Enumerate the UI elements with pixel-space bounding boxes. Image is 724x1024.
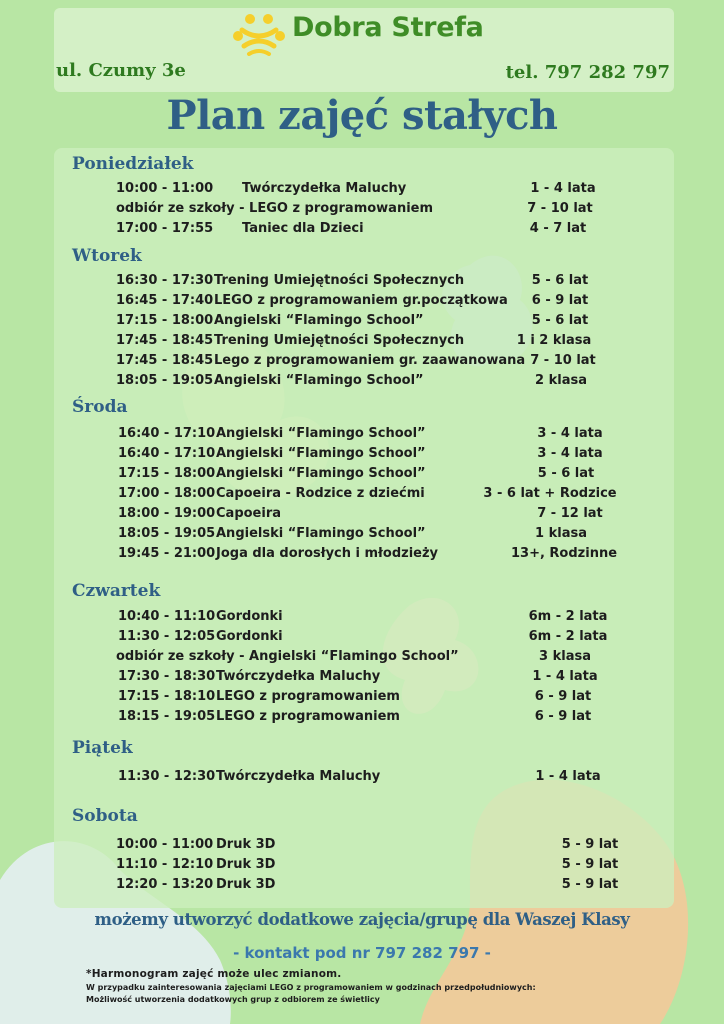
row-age: 1 - 4 lata (532, 669, 598, 684)
row-activity: Gordonki (216, 609, 283, 624)
row-age: 1 klasa (535, 526, 587, 541)
row-time: 17:00 - 18:00 (118, 486, 216, 501)
row-age: 5 - 9 lat (561, 877, 619, 892)
row-time: 10:00 - 11:00 (116, 837, 214, 852)
row-time: 16:40 - 17:10 (118, 446, 216, 461)
row-activity: Angielski “Flamingo School” (214, 313, 424, 328)
day-title-thursday: Czwartek (72, 581, 161, 601)
row-age: 1 - 4 lata (530, 181, 596, 196)
row-age: 5 - 6 lat (531, 273, 589, 288)
row-activity: Capoeira (216, 506, 282, 521)
address: ul. Czumy 3e (56, 60, 186, 81)
row-time: 10:00 - 11:00 (116, 181, 214, 196)
row-activity: Druk 3D (216, 837, 276, 852)
row-age: 6 - 9 lat (534, 689, 592, 704)
row-activity: LEGO z programowaniem (216, 709, 400, 724)
schedule-row (118, 669, 618, 689)
row-age: 5 - 6 lat (537, 466, 595, 481)
row-age: 3 - 4 lata (537, 426, 603, 441)
logo-icon (232, 12, 286, 56)
row-activity: Lego z programowaniem gr. zaawanowana (214, 353, 526, 368)
row-activity: Angielski “Flamingo School” (214, 373, 424, 388)
row-age: 5 - 9 lat (561, 837, 619, 852)
schedule-row (116, 181, 616, 201)
row-time: 17:30 - 18:30 (118, 669, 216, 684)
row-activity: Trening Umiejętności Społecznych (214, 333, 465, 348)
schedule-row (118, 709, 618, 729)
row-time: 18:00 - 19:00 (118, 506, 216, 521)
row-time: 16:40 - 17:10 (118, 426, 216, 441)
row-age: 2 klasa (535, 373, 587, 388)
row-time: 18:05 - 19:05 (118, 526, 216, 541)
row-age: 1 i 2 klasa (516, 333, 592, 348)
day-title-tuesday: Wtorek (72, 246, 142, 266)
phone-number: tel. 797 282 797 (505, 62, 670, 83)
schedule-row (116, 373, 616, 393)
row-time: 17:45 - 18:45 (116, 333, 214, 348)
schedule-row (116, 649, 616, 669)
row-activity: Twórczydełka Maluchy (216, 669, 381, 684)
schedule-row (116, 273, 616, 293)
schedule-row (116, 837, 626, 857)
schedule-row (118, 506, 618, 526)
row-time: 12:20 - 13:20 (116, 877, 214, 892)
day-title-saturday: Sobota (72, 806, 138, 826)
schedule-row (118, 426, 618, 446)
footer-call-to-action: możemy utworzyć dodatkowe zajęcia/grupę dla Waszej Klasy (94, 910, 630, 929)
row-time: 11:10 - 12:10 (116, 857, 214, 872)
schedule-row (118, 689, 618, 709)
day-title-friday: Piątek (72, 738, 133, 758)
row-activity: Trening Umiejętności Społecznych (214, 273, 465, 288)
row-age: 3 - 4 lata (537, 446, 603, 461)
row-age: 7 - 10 lat (530, 353, 596, 368)
row-activity: Angielski “Flamingo School” (216, 446, 426, 461)
row-time: 11:30 - 12:05 (118, 629, 216, 644)
row-activity: Druk 3D (216, 877, 276, 892)
footer-contact: - kontakt pod nr 797 282 797 - (233, 944, 491, 962)
schedule-row (116, 857, 626, 877)
row-age: 3 klasa (539, 649, 591, 664)
row-age: 5 - 6 lat (531, 313, 589, 328)
schedule-row (118, 769, 618, 789)
schedule-row (118, 546, 618, 566)
row-time: 17:45 - 18:45 (116, 353, 214, 368)
row-time: 17:15 - 18:10 (118, 689, 216, 704)
row-time: 10:40 - 11:10 (118, 609, 216, 624)
row-age: 6m - 2 lata (528, 629, 608, 644)
row-age: 6 - 9 lat (534, 709, 592, 724)
row-activity: LEGO z programowaniem (216, 689, 400, 704)
row-age: 3 - 6 lat + Rodzice (483, 486, 617, 501)
day-title-wednesday: Środa (72, 397, 128, 417)
schedule-row (116, 221, 616, 241)
row-age: 7 - 10 lat (527, 201, 593, 216)
row-age: 6 - 9 lat (531, 293, 589, 308)
row-time: 19:45 - 21:00 (118, 546, 216, 561)
row-time: 16:45 - 17:40 (116, 293, 214, 308)
row-time: odbiór ze szkoły - LEGO z programowaniem (116, 201, 434, 216)
row-activity: Joga dla dorosłych i młodzieży (216, 546, 439, 561)
row-age: 1 - 4 lata (535, 769, 601, 784)
schedule-row (118, 526, 618, 546)
footer-notes (86, 968, 536, 1004)
row-time: odbiór ze szkoły - Angielski “Flamingo School” (116, 649, 459, 664)
row-activity: Gordonki (216, 629, 283, 644)
row-time: 18:05 - 19:05 (116, 373, 214, 388)
row-time: 17:00 - 17:55 (116, 221, 214, 236)
row-activity: LEGO z programowaniem gr.początkowa (214, 293, 508, 308)
schedule-row (116, 333, 616, 353)
row-age: 6m - 2 lata (528, 609, 608, 624)
row-activity: Druk 3D (216, 857, 276, 872)
note-schedule-change: *Harmonogram zajęć może ulec zmianom. (86, 968, 342, 980)
schedule-row (118, 629, 618, 649)
row-age: 7 - 12 lat (537, 506, 603, 521)
row-time: 17:15 - 18:00 (116, 313, 214, 328)
row-activity: Twórczydełka Maluchy (216, 769, 381, 784)
row-time: 16:30 - 17:30 (116, 273, 214, 288)
row-time: 18:15 - 19:05 (118, 709, 216, 724)
schedule-row (116, 313, 616, 333)
row-activity: Angielski “Flamingo School” (216, 466, 426, 481)
row-time: 17:15 - 18:00 (118, 466, 216, 481)
row-activity: Twórczydełka Maluchy (242, 181, 407, 196)
brand-name: Dobra Strefa (292, 12, 484, 43)
page-title: Plan zajęć stałych (166, 92, 558, 139)
row-age: 4 - 7 lat (529, 221, 587, 236)
row-activity: Angielski “Flamingo School” (216, 426, 426, 441)
schedule-row (118, 466, 618, 486)
row-time: 11:30 - 12:30 (118, 769, 216, 784)
schedule-row (116, 353, 616, 373)
row-age: 13+, Rodzinne (510, 546, 618, 561)
schedule-row (116, 877, 626, 897)
row-age: 5 - 9 lat (561, 857, 619, 872)
note-extra-groups: Możliwość utworzenia dodatkowych grup z odbiorem ze świetlicy (86, 995, 380, 1004)
schedule-row (116, 293, 616, 313)
schedule-row (118, 446, 618, 466)
day-title-monday: Poniedziałek (72, 154, 194, 174)
schedule-row (116, 201, 616, 221)
row-activity: Capoeira - Rodzice z dziećmi (216, 486, 425, 501)
row-activity: Taniec dla Dzieci (242, 221, 364, 236)
schedule-row (118, 609, 618, 629)
row-activity: Angielski “Flamingo School” (216, 526, 426, 541)
schedule-row (118, 486, 618, 506)
note-lego: W przypadku zainteresowania zajęciami LEGO z programowaniem w godzinach przedpołudniowych: (86, 983, 536, 992)
